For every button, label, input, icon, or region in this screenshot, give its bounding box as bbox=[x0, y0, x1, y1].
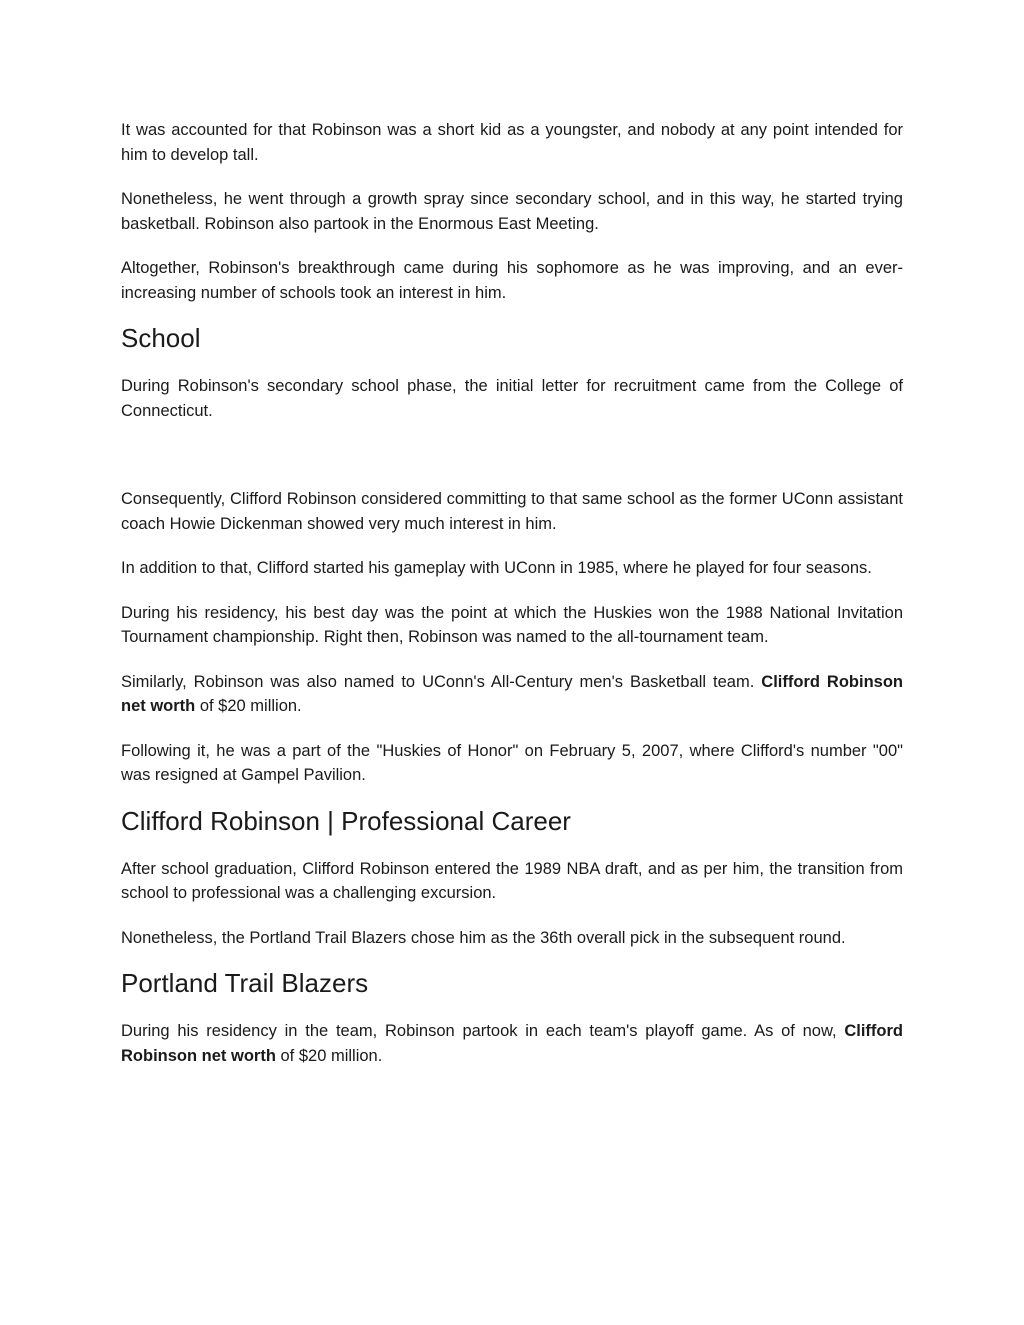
paragraph-breakthrough: Altogether, Robinson's breakthrough came during his sophomore as he was improving, and an ever-increasing number of schools took an interest in him. bbox=[121, 259, 903, 302]
paragraph-growth-spurt: Nonetheless, he went through a growth spray since secondary school, and in this way, he started trying basketball. Robinson also partook in the Enormous East Meeting. bbox=[121, 190, 903, 233]
net-worth-bold-text: Clifford Robinson net worth bbox=[121, 1022, 903, 1065]
paragraph-nit-championship: During his residency, his best day was the point at which the Huskies won the 1988 National Invitation Tournament championship. Right then, Robinson was named to the all-tournament team. bbox=[121, 603, 903, 646]
paragraph-text: of $20 million. bbox=[275, 1046, 383, 1065]
paragraph-committing-uconn: Consequently, Clifford Robinson considered committing to that same school as the former UConn assistant coach Howie Dickenman showed very much interest in him. bbox=[121, 490, 903, 533]
paragraph-all-century-team bbox=[121, 670, 903, 719]
paragraph-gameplay-start: In addition to that, Clifford started his gameplay with UConn in 1985, where he played for four seasons. bbox=[121, 559, 872, 577]
paragraph-nba-draft: After school graduation, Clifford Robinson entered the 1989 NBA draft, and as per him, the transition from school to professional was a challenging excursion. bbox=[121, 859, 903, 902]
net-worth-bold-text: Clifford Robinson net worth bbox=[121, 672, 903, 715]
paragraph-huskies-of-honor: Following it, he was a part of the "Huskies of Honor" on February 5, 2007, where Clifford's number "00" was resigned at Gampel Pavilion. bbox=[121, 741, 903, 784]
heading-professional-career: Clifford Robinson | Professional Career bbox=[121, 805, 571, 836]
paragraph-recruitment-letter: During Robinson's secondary school phase, the initial letter for recruitment came from the College of Connecticut. bbox=[121, 377, 903, 420]
heading-portland-trail-blazers: Portland Trail Blazers bbox=[121, 968, 369, 998]
paragraph-portland-pick: Nonetheless, the Portland Trail Blazers chose him as the 36th overall pick in the subsequent round. bbox=[121, 928, 846, 947]
paragraph-text: During his residency in the team, Robinson partook in each team's playoff game. As of now, bbox=[121, 1022, 845, 1040]
document-body bbox=[121, 118, 903, 1068]
paragraph-text: Similarly, Robinson was also named to UConn's All-Century men's Basketball team. bbox=[121, 672, 762, 691]
paragraph-text: of $20 million. bbox=[195, 697, 302, 715]
heading-school: School bbox=[121, 323, 201, 353]
paragraph-childhood-height: It was accounted for that Robinson was a short kid as a youngster, and nobody at any point intended for him to develop tall. bbox=[121, 121, 903, 164]
paragraph-playoff-games bbox=[121, 1019, 903, 1068]
